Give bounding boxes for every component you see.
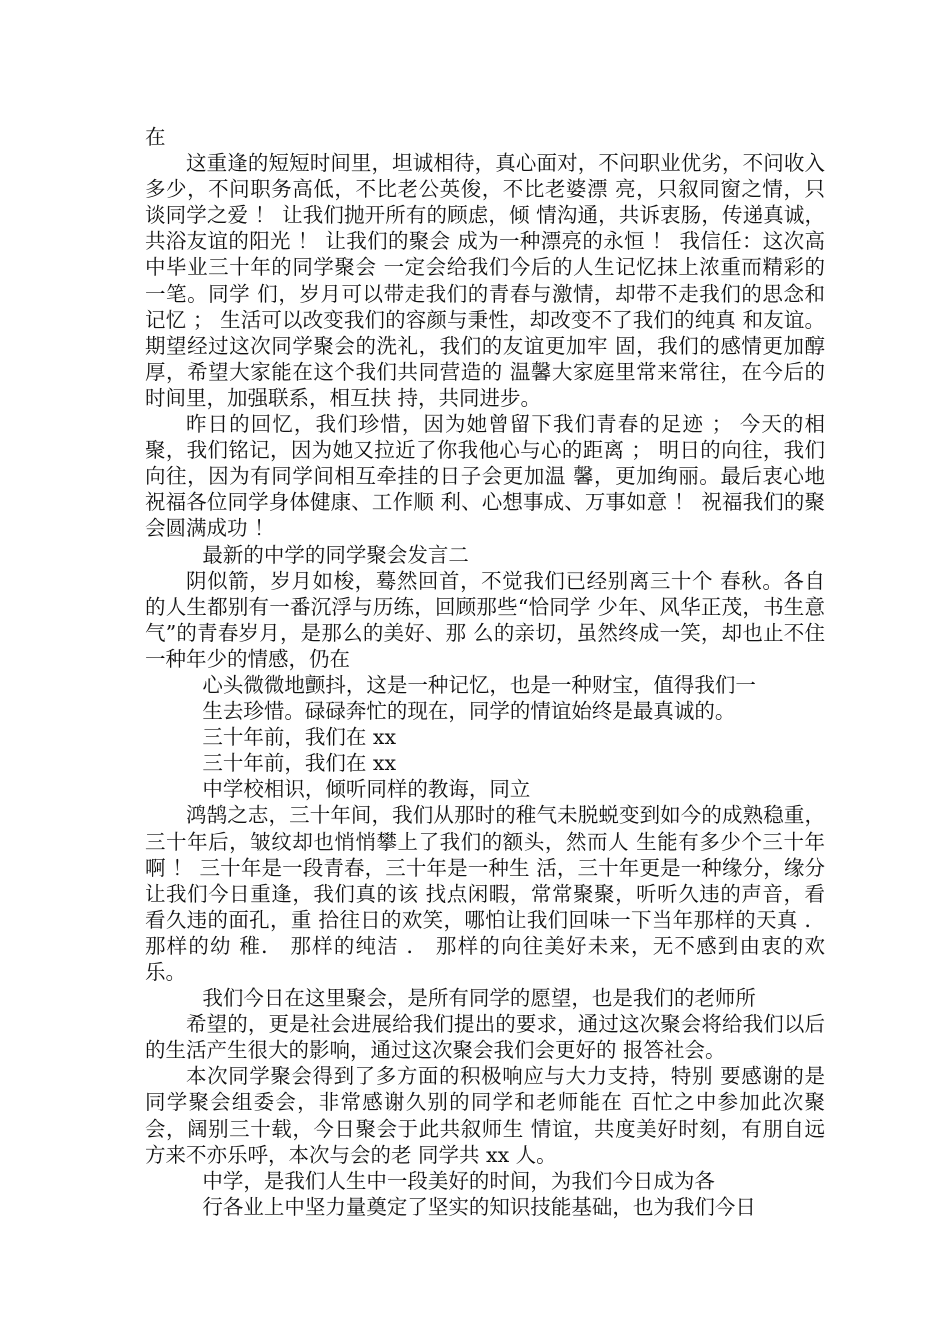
paragraph-memories-blessing: 昨日的回忆，我们珍惜，因为她曾留下我们青春的足迹 ； 今天的相聚，我们铭记，因为她又拉近了你我他心与心的距离 ； 明日的向往，我们向往，因为有同学间相互牵挂的日子会更加温 馨，更加绚丽。最后衷心地祝福各位同学身体健康、工作顺 利、心想事成、万事如意 ！ 祝福我们的聚会圆满成功 ！: [145, 412, 825, 541]
paragraph-reunion-sincerity: 这重逢的短短时间里，坦诚相待，真心面对，不问职业优劣，不问收入多少，不问职务高低，不比老公英俊，不比老婆漂 亮，只叙同窗之情，只谈同学之爱 ！ 让我们抛开所有的顾虑，倾 情沟通，共诉衷肠，传递真诚，共浴友谊的阳光 ！ 让我们的聚会 成为一种漂亮的永恒 ！ 我信任：这次高中毕业三十年的同学聚会 一定会给我们今后的人生记忆抹上浓重而精彩的一笔。同学 们，岁月可以带走我们的青春与激情，却带不走我们的思念和 记忆 ； 生活可以改变我们的容颜与秉性，却改变不了我们的纯真 和友谊。期望经过这次同学聚会的洗礼，我们的友谊更加牢 固，我们的感情更加醇厚，希望大家能在这个我们共同营造的 温馨大家庭里常来常往，在今后的时间里，加强联系，相互扶 持，共同进步。: [145, 151, 825, 410]
section-heading-speech-two: 最新的中学的同学聚会发言二: [202, 542, 469, 567]
paragraph-society-expectation: 希望的，更是社会进展给我们提出的要求，通过这次聚会将给我们以后的生活产生很大的影响，通过这次聚会我们会更好的 报答社会。: [145, 1012, 825, 1063]
paragraph-line-thirty-years-ago-2: 三十年前，我们在 xx: [202, 751, 397, 776]
document-body: [145, 124, 825, 1220]
paragraph-line-middle-school: 中学，是我们人生中一段美好的时间，为我们今日成为各: [202, 1168, 715, 1193]
paragraph-line-heart: 心头微微地颤抖，这是一种记忆，也是一种财宝，值得我们一: [202, 672, 756, 697]
paragraph-line-cherish: 生去珍惜。碌碌奔忙的现在，同学的情谊始终是最真诚的。: [202, 699, 736, 724]
paragraph-line-gathering-wish: 我们今日在这里聚会，是所有同学的愿望，也是我们的老师所: [202, 986, 756, 1011]
paragraph-thanks-committee: 本次同学聚会得到了多方面的积极响应与大力支持，特别 要感谢的是同学聚会组委会，非常感谢久别的同学和老师能在 百忙之中参加此次聚会，阔别三十载，今日聚会于此共叙师生 情谊，共度美好时刻，有朋自远方来不亦乐呼，本次与会的老 同学共 xx 人。: [145, 1064, 825, 1167]
paragraph-fragment-start: 在: [145, 125, 166, 149]
paragraph-ambition: 鸿鹄之志，三十年间，我们从那时的稚气未脱蜕变到如今的成熟稳重，三十年后，皱纹却也悄悄攀上了我们的额头，然而人 生能有多少个三十年啊 ！ 三十年是一段青春，三十年是一种生 活，三十年更是一种缘分，缘分让我们今日重逢，我们真的该 找点闲暇，常常聚聚，听听久违的声音，看看久违的面孔，重 拾往日的欢笑，哪怕让我们回味一下当年那样的天真 ． 那样的幼 稚． 那样的纯洁 ． 那样的向往美好未来，无不感到由衷的欢乐。: [145, 803, 825, 984]
paragraph-line-school-met: 中学校相识，倾听同样的教诲，同立: [202, 777, 531, 802]
paragraph-line-foundation: 行各业上中坚力量奠定了坚实的知识技能基础，也为我们今日: [202, 1194, 756, 1219]
paragraph-thirty-years: 阴似箭，岁月如梭，蓦然回首，不觉我们已经别离三十个 春秋。各自的人生都别有一番沉浮与历练，回顾那些“恰同学 少年、风华正茂，书生意气”的青春岁月，是那么的美好、那 么的亲切，虽然终成一笑，却也止不住一种年少的情感，仍在: [145, 568, 825, 671]
paragraph-line-thirty-years-ago-1: 三十年前，我们在 xx: [202, 725, 397, 750]
